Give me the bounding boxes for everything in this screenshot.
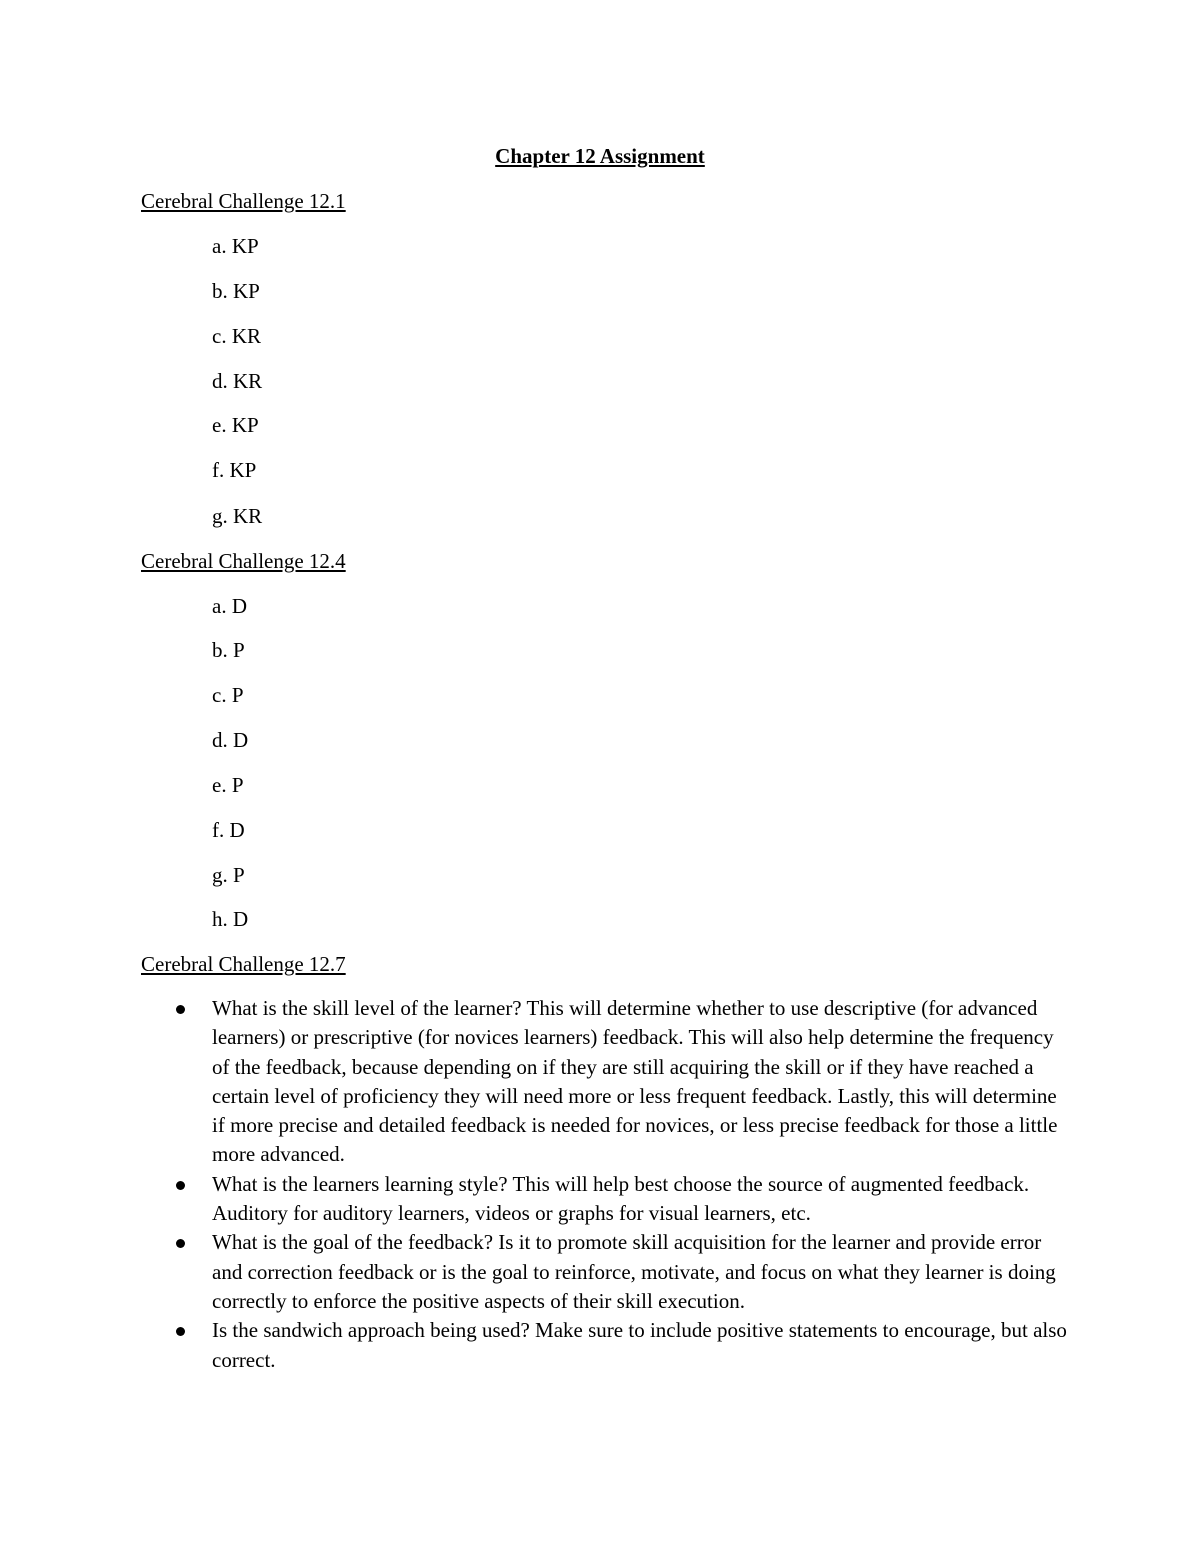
answer-item: e. KP [212,413,259,437]
answer-item: e. P [212,773,244,797]
bullet-text: What is the learners learning style? This will help best choose the source of augmented feedback. Auditory for auditory learners, videos or graphs for visual learners, etc. [212,1171,1030,1226]
answer-item: d. D [212,728,249,752]
bullet-dot-icon [176,1239,185,1248]
bullet-dot-icon [176,1181,185,1190]
answer-item: a. D [212,594,247,618]
document-title: Chapter 12 Assignment [495,144,705,168]
bullet-dot-icon [176,1005,185,1014]
answer-item: h. D [212,907,249,931]
bullet-item [170,994,1070,1170]
bullet-list [170,994,1070,1375]
answer-item: g. KR [212,504,263,528]
answer-item: f. KP [212,458,257,482]
bullet-text: What is the goal of the feedback? Is it to promote skill acquisition for the learner and provide error and correction feedback or is the goal to reinforce, motivate, and focus on what they learner is doing correctly to enforce the positive aspects of their skill execution. [212,1230,1056,1313]
answer-item: d. KR [212,369,263,393]
bullet-item [170,1170,1070,1229]
bullet-item [170,1316,1070,1375]
bullet-text: Is the sandwich approach being used? Make sure to include positive statements to encourage, but also correct. [212,1318,1067,1372]
section-heading-12-4: Cerebral Challenge 12.4 [141,549,346,573]
answer-item: b. KP [212,279,260,303]
section-heading-12-7: Cerebral Challenge 12.7 [141,952,346,976]
answer-item: f. D [212,818,245,842]
bullet-dot-icon [176,1327,185,1336]
answer-item: a. KP [212,234,259,258]
section-heading-12-1: Cerebral Challenge 12.1 [141,189,346,213]
answer-item: c. KR [212,324,261,348]
bullet-text: What is the skill level of the learner? This will determine whether to use descriptive (for advanced learners) or prescriptive (for novices learners) feedback. This will also help determine the frequency of the feedback, because depending on if they are still acquiring the skill or if they have reached a certain level of proficiency they will need more or less frequent feedback. Lastly, this will determine if more precise and detailed feedback is needed for novices, or less precise feedback for those a little more advanced. [212,996,1058,1167]
answer-item: g. P [212,863,245,887]
answer-item: b. P [212,638,245,662]
answer-item: c. P [212,683,244,707]
bullet-item [170,1228,1070,1316]
